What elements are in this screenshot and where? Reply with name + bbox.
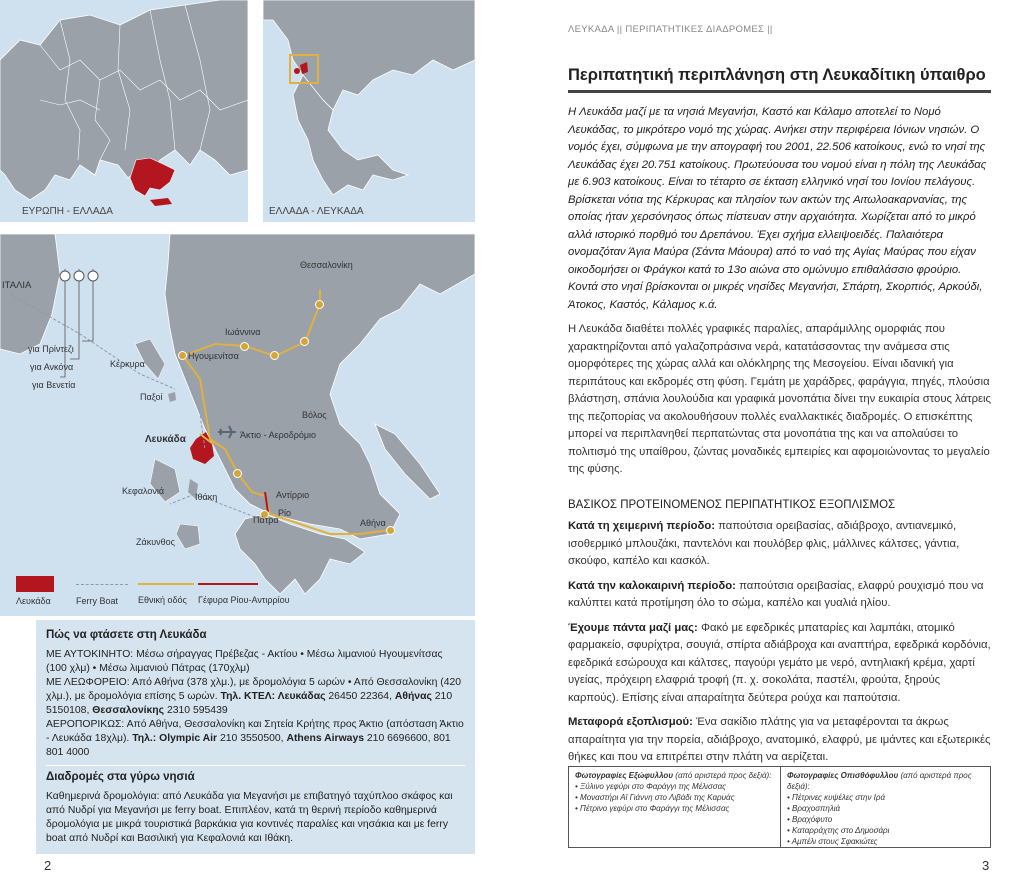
olympic-phone: 210 3550500,	[219, 733, 284, 744]
city-dot	[386, 526, 395, 535]
city-dot	[233, 469, 242, 478]
title-rule	[568, 90, 991, 93]
by-bus-text: Από Αθήνα (378 χλμ.), με δρομολόγια 5 ωρών • Από Θεσσαλονίκη (420 χλμ.), με δρομολόγια επίσης 5 ωρών.	[46, 677, 462, 702]
greece-small-map-drawing	[263, 0, 475, 222]
equipment-transport-label: Μεταφορά εξοπλισμού:	[568, 716, 693, 728]
list-item: • Ξύλινο γεφύρι στο Φαράγγι της Μέλισσας	[575, 782, 727, 791]
legend-swatch	[198, 576, 258, 585]
place-paxoi: Παξοί	[140, 392, 163, 402]
place-ancona: για Ανκόνα	[30, 362, 74, 372]
place-athina: Αθήνα	[360, 518, 386, 528]
routes-text: Καθημερινά δρομολόγια: από Λευκάδα για Μεγανήσι με επιβατηγό ταχύπλοο σκάφος και από Νυδρί για Μεγανήσι με ferry boat. Επιπλέον, κατά τη θερινή περίοδο καθημερινά δρομολόγια με μικρά τουριστικά βαρκάκια για κοντινές παραλίες και νησάκια και με ferry boat από Νυδρί και Βασιλική για Κεφαλονιά και Ιθάκη.	[46, 791, 453, 844]
legend-swatch	[76, 576, 128, 585]
ktel-athinas-label: Αθήνας	[394, 691, 432, 702]
olympic-label: Τηλ.: Olympic Air	[132, 733, 218, 744]
running-header: ΛΕΥΚΑΔΑ || ΠΕΡΙΠΑΤΗΤΙΚΕΣ ΔΙΑΔΡΟΜΕΣ ||	[568, 24, 773, 35]
route-map	[0, 234, 475, 616]
front-credits-note: (από αριστερά προς δεξιά):	[675, 771, 772, 780]
place-ioannina: Ιωάννινα	[225, 327, 261, 337]
how-to-get-there-box	[36, 620, 475, 854]
page-title: Περιπατητική περιπλάνηση στη Λευκαδίτικη ύπαιθρο	[568, 66, 986, 84]
back-credits-title: Φωτογραφίες Οπισθόφυλλου	[787, 771, 899, 780]
place-italy: ΙΤΑΛΙΑ	[2, 280, 32, 291]
athens-airways-phone: 210 6696600, 801 801 4000	[46, 733, 451, 758]
equipment-always-text: Φακό με εφεδρικές μπαταρίες και λαμπάκι, ατομικό φαρμακείο, σφυρίχτρα, σουγιά, σπίρτα αδιάβροχα και αναπτήρα, εφεδρικά κορδόνια, εφεδρικά εσώρουχα και κάλτσες, παγούρι γεμάτο με νερό, αντηλιακή κρέμα, χαρτί υγείας, πρόχειρη ελαφριά τροφή (π. χ. σοκολάτα, παστέλι, φρούτα, ξηρούς καρπούς). Επίσης είναι απαραίτητα δεύτερα ρούχα και παπούτσια.	[568, 621, 991, 704]
front-item-text: Μοναστήρι Αϊ Γιάννη στο Λιβάδι της Καρυάς	[580, 793, 735, 802]
ktel-label: Τηλ. ΚΤΕΛ: Λευκάδας	[220, 691, 326, 702]
equipment-transport-text: Ένα σακίδιο πλάτης για να μεταφέρονται τα άκρως απαραίτητα για την πορεία, αδιάβροχο, ανατομικό, ελαφρύ, με ιμάντες και εξωτερικές θήκες και που να επιτρέπει στην πλάτη να αερίζεται.	[568, 716, 991, 763]
by-bus-paragraph	[46, 676, 465, 718]
back-credits-heading	[787, 770, 987, 792]
equipment-winter	[568, 518, 991, 571]
legend-item-bridge	[198, 576, 290, 605]
europe-map	[0, 0, 248, 222]
greece-small-map	[263, 0, 475, 222]
equipment-heading: ΒΑΣΙΚΟΣ ΠΡΟΤΕΙΝΟΜΕΝΟΣ ΠΕΡΙΠΑΤΗΤΙΚΟΣ ΕΞΟΠΛΙΣΜΟΣ	[568, 499, 896, 511]
place-kefalonia: Κεφαλονιά	[122, 486, 165, 496]
legend-label: Ferry Boat	[76, 596, 119, 606]
place-lefkada: Λευκάδα	[145, 434, 186, 445]
place-ithaki: Ιθάκη	[195, 492, 218, 502]
ktel-lefkada-phone: 26450 22364,	[328, 691, 392, 702]
list-item: • Μοναστήρι Αϊ Γιάννη στο Λιβάδι της Καρυάς	[575, 793, 735, 802]
right-page	[512, 0, 1024, 881]
place-kerkyra: Κέρκυρα	[110, 359, 145, 369]
equipment-transport	[568, 714, 991, 767]
legend-label: Εθνική οδός	[138, 595, 187, 605]
front-credits-title: Φωτογραφίες Εξώφυλλου	[575, 771, 674, 780]
page-number-right: 3	[982, 858, 990, 873]
ktel-thess-label: Θεσσαλονίκης	[92, 705, 165, 716]
place-thessaloniki: Θεσσαλονίκη	[300, 260, 353, 270]
legend-swatch	[138, 576, 194, 585]
back-item-text: Βραχοσπηλιά	[792, 804, 841, 813]
list-item: • Καταρράχτης στο Δημοσάρι	[787, 826, 890, 835]
back-item-text: Αμπέλι στους Σφακιώτες	[791, 837, 878, 846]
equipment-summer-text: παπούτσια ορειβασίας, ελαφρύ ρουχισμό που να καλύπτει κατά προτίμηση όλο το σώμα, καπέλο και γυαλιά ηλίου.	[568, 579, 984, 609]
place-brindisi: για Πρίντεζι	[28, 344, 74, 354]
city-dot	[178, 351, 187, 360]
intro-paragraph: Η Λευκάδα μαζί με τα νησιά Μεγανήσι, Καστό και Κάλαμο αποτελεί το Νομό Λευκάδας, το μικρότερο νομό της χώρας. Ανήκει στην περιφέρεια Ιόνιων νησιών. Ο νομός έχει, σύμφωνα με την απογραφή του 2001, 22.506 κατοίκους, ενώ το νησί της Λευκάδας έχει 20.751 κατοίκους. Πρωτεύουσα του νομού είναι η πόλη της Λευκάδας με 6.903 κατοίκους. Είναι το τέταρτο σε έκταση ελληνικό νησί του Ιονίου πελάγους. Βρίσκεται νότια της Κέρκυρας και πλησίον των ακτών της Αιτωλοακαρνανίας, της οποίας ήταν χερσόνησος όπως πίστευαν στην αρχαιότητα. Χωρίζεται από το μικρό αλλά ιστορικό πορθμό του Δρεπάνου. Έχει σχήμα ελλειψοειδές. Παλαιότερα ονομαζόταν Άγια Μαύρα (Σάντα Μάουρα) από το ναό της Αγίας Μαύρας που είχαν οικοδομήσει οι Φράγκοι κατά το 13ο αιώνα στο ομώνυμο επιθαλάσσιο φρούριο. Κοντά στο νησί βρίσκονται οι μικρές νησίδες Μεγανήσι, Σπάρτη, Σκορπιός, Αρκούδι, Άτοκος, Καστός, Κάλαμος κ.ά.	[568, 106, 987, 311]
city-dot	[270, 351, 279, 360]
back-item-text: Πέτρινες κυψέλες στην Ιρά	[792, 793, 886, 802]
list-item: • Πέτρινες κυψέλες στην Ιρά	[787, 793, 886, 802]
credits-divider	[780, 767, 781, 847]
list-item: • Αμπέλι στους Σφακιώτες	[787, 837, 878, 846]
equipment-summer-label: Κατά την καλοκαιρινή περίοδο:	[568, 579, 736, 592]
equipment-list	[568, 518, 991, 774]
page-number-left: 2	[44, 858, 52, 873]
by-air-paragraph	[46, 718, 465, 760]
place-patra: Πάτρα	[253, 515, 279, 525]
back-credits-note: (από αριστερά προς δεξιά):	[787, 771, 972, 791]
place-volos: Βόλος	[302, 410, 327, 420]
city-dot	[315, 300, 324, 309]
front-cover-credits	[575, 770, 775, 814]
back-cover-credits	[787, 770, 987, 847]
place-igoumenitsa: Ηγουμενίτσα	[188, 351, 239, 361]
by-car-text: Μέσω σήραγγας Πρέβεζας - Ακτίου • Μέσω λιμανιού Ηγουμενίτσας (100 χλμ) • Μέσω λιμανιού Πάτρας (170χλμ)	[46, 649, 443, 674]
list-item: • Βραχόφυτο	[787, 815, 833, 824]
europe-map-drawing	[0, 0, 248, 222]
back-item-text: Βραχόφυτο	[792, 815, 833, 824]
infobox-title: Πώς να φτάσετε στη Λευκάδα	[46, 629, 207, 641]
by-bus-label: ΜΕ ΛΕΩΦΟΡΕΙΟ:	[46, 677, 130, 688]
map-legend	[14, 576, 474, 612]
back-item-text: Καταρράχτης στο Δημοσάρι	[792, 826, 890, 835]
list-item: • Βραχοσπηλιά	[787, 804, 841, 813]
place-rio: Ρίο	[278, 508, 292, 518]
legend-label: Λευκάδα	[16, 596, 51, 606]
body-paragraph: Η Λευκάδα διαθέτει πολλές γραφικές παραλίες, απαράμιλλης ομορφιάς που χαρακτηρίζονται από γαλαζοπράσινα νερά, κατατάσσοντας την ανάμεσα στις ομορφότερες της χώρας αλλά και ολόκληρης της Μεσογείου. Είναι ιδανική για περιπάτους και εκδρομές στη φύση. Γεμάτη με χαράδρες, φαράγγια, πηγές, πλούσια βλάστηση, σπάνια λουλούδια και γραφικά μονοπάτια δίνει την ευκαιρία στους λάτρεις της πεζοπορίας να ακολουθήσουν πολλές εναλλακτικές διαδρομές. Ο επισκέπτης μπορεί να περιπλανηθεί περπατώντας στα μονοπάτια της και να απολαύσει το πολιτισμό της υπαίθρου, ζώντας μοναδικές εμπειρίες και αφομοιώνοντας το μεγαλείο της φύσης.	[568, 323, 991, 475]
city-dot	[240, 342, 249, 351]
legend-label: Γέφυρα Ρίου-Αντιρρίου	[198, 595, 290, 605]
place-aktio: Άκτιο - Αεροδρόμιο	[240, 430, 317, 440]
by-air-text: Από Αθήνα, Θεσσαλονίκη και Σητεία Κρήτης προς Άκτιο (απόσταση Άκτιο - Λευκάδα 18χλμ).	[46, 719, 464, 744]
infobox-divider	[46, 765, 465, 766]
front-item-text: Ξύλινο γεφύρι στο Φαράγγι της Μέλισσας	[580, 782, 727, 791]
equipment-summer	[568, 578, 991, 613]
equipment-always	[568, 620, 991, 708]
photo-credits-box	[568, 766, 991, 848]
legend-item-lefkada	[16, 576, 54, 606]
equipment-winter-label: Κατά τη χειμερινή περίοδο:	[568, 520, 716, 532]
city-dot	[300, 337, 309, 346]
by-air-label: ΑΕΡΟΠΟΡΙΚΩΣ:	[46, 719, 125, 730]
legend-item-road	[138, 576, 194, 605]
equipment-always-label: Έχουμε πάντα μαζί μας:	[568, 621, 698, 634]
front-item-text: Πέτρινο γεφύρι στο Φαράγγι της Μέλισσας	[580, 804, 730, 813]
athens-airways-label: Athens Airways	[286, 733, 365, 744]
place-venice: για Βενετία	[32, 380, 76, 390]
front-credits-heading	[575, 770, 775, 781]
ktel-thess-phone: 2310 595439	[166, 705, 228, 716]
legend-item-ferry	[76, 576, 128, 606]
routes-title: Διαδρομές στα γύρω νησιά	[46, 771, 195, 783]
route-map-drawing	[0, 234, 475, 616]
by-car-label: ΜΕ ΑΥΤΟΚΙΝΗΤΟ:	[46, 649, 134, 660]
europe-map-label: ΕΥΡΩΠΗ - ΕΛΛΑΔΑ	[22, 206, 113, 217]
place-zakynthos: Ζάκυνθος	[136, 537, 175, 547]
list-item: • Πέτρινο γεφύρι στο Φαράγγι της Μέλισσας	[575, 804, 730, 813]
greece-small-map-label: ΕΛΛΑΔΑ - ΛΕΥΚΑΔΑ	[269, 206, 364, 217]
place-antirrio: Αντίρριο	[276, 490, 310, 500]
legend-swatch	[16, 576, 54, 592]
ktel-athinas-phone: 210 5150108,	[46, 691, 453, 716]
equipment-winter-text: παπούτσια ορειβασίας, αδιάβροχο, αντιανεμικό, ισοθερμικό μπλουζάκι, παντελόνι και πουλόβερ φλις, μάλλινες κάλτσες, γάντια, σκούφο, καπέλο και κασκόλ.	[568, 520, 960, 567]
by-car-paragraph	[46, 648, 465, 676]
